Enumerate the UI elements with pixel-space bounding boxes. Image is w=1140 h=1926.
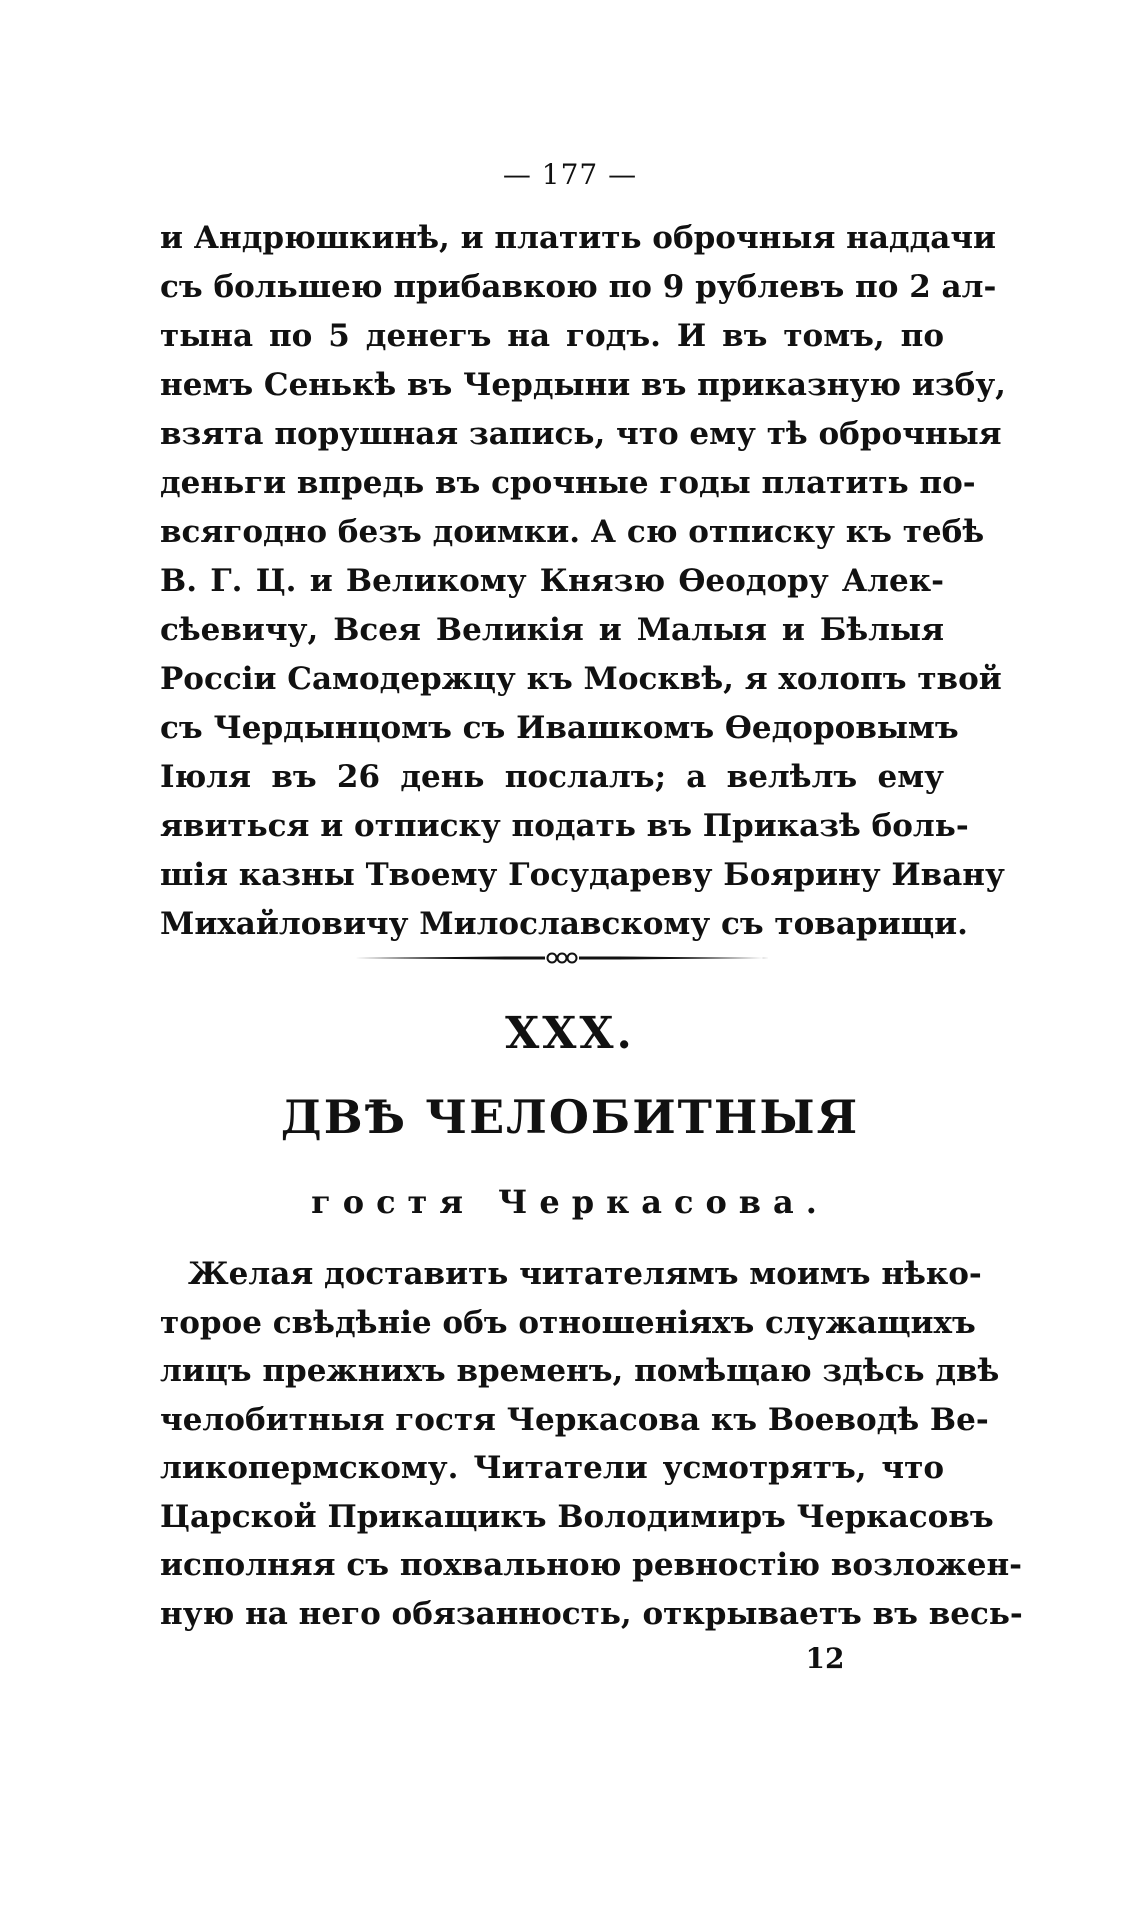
section-subtitle: гостя Черкасова. — [311, 1183, 829, 1221]
section-title: ДВѢ ЧЕЛОБИТНЫЯ — [280, 1090, 860, 1144]
ornamental-divider — [355, 951, 769, 965]
text-line: тына по 5 денегъ на годъ. И въ томъ, по — [160, 318, 944, 354]
text-line: Царской Прикащикъ Володимиръ Черкасовъ — [160, 1498, 994, 1535]
text-line: деньги впредь въ срочные годы платить по- — [160, 465, 976, 501]
text-line: торое свѣдѣніе объ отношеніяхъ служащихъ — [160, 1304, 976, 1341]
signature-mark: 12 — [805, 1642, 845, 1675]
page-number: — 177 — — [502, 158, 638, 191]
text-line: съ Чердынцомъ съ Ивашкомъ Өедоровымъ — [160, 710, 959, 746]
text-line: съ большею прибавкою по 9 рублевъ по 2 ал- — [160, 269, 997, 305]
text-line: взята порушная запись, что ему тѣ оброчныя — [160, 416, 1002, 452]
text-line: ную на него обязанность, открываетъ въ весь- — [160, 1595, 1023, 1632]
text-line: Желая доставить читателямъ моимъ нѣко- — [188, 1256, 982, 1292]
text-line: всягодно безъ доимки. А сю отписку къ тебѣ — [160, 514, 985, 550]
text-line: Михайловичу Милославскому съ товарищи. — [160, 906, 968, 942]
text-line: ликопермскому. Читатели усмотрятъ, что — [160, 1450, 944, 1486]
text-line: Россіи Самодержцу къ Москвѣ, я холопъ твой — [160, 661, 1002, 697]
section-number: XXX. — [505, 1008, 635, 1059]
text-line: В. Г. Ц. и Великому Князю Өеодору Алек- — [160, 563, 944, 599]
paragraph-introduction — [160, 1250, 1023, 1638]
text-line: немъ Сенькѣ въ Чердыни въ приказную избу, — [160, 367, 1006, 403]
text-line: исполняя съ похвальною ревностію возложен- — [160, 1547, 1023, 1583]
text-line: сѣевичу, Всея Великія и Малыя и Бѣлыя — [160, 612, 944, 648]
paragraph-closing-letter — [160, 214, 1006, 949]
text-line: и Андрюшкинѣ, и платить оброчныя наддачи — [160, 220, 997, 256]
text-line: лицъ прежнихъ временъ, помѣщаю здѣсь двѣ — [160, 1353, 1000, 1389]
text-line: Іюля въ 26 день послалъ; а велѣлъ ему — [160, 759, 944, 795]
text-line: челобитныя гостя Черкасова къ Воеводѣ Ве- — [160, 1401, 989, 1438]
text-line: шія казны Твоему Государеву Боярину Ивану — [160, 857, 1005, 893]
text-line: явиться и отписку подать въ Приказѣ боль- — [160, 808, 969, 844]
